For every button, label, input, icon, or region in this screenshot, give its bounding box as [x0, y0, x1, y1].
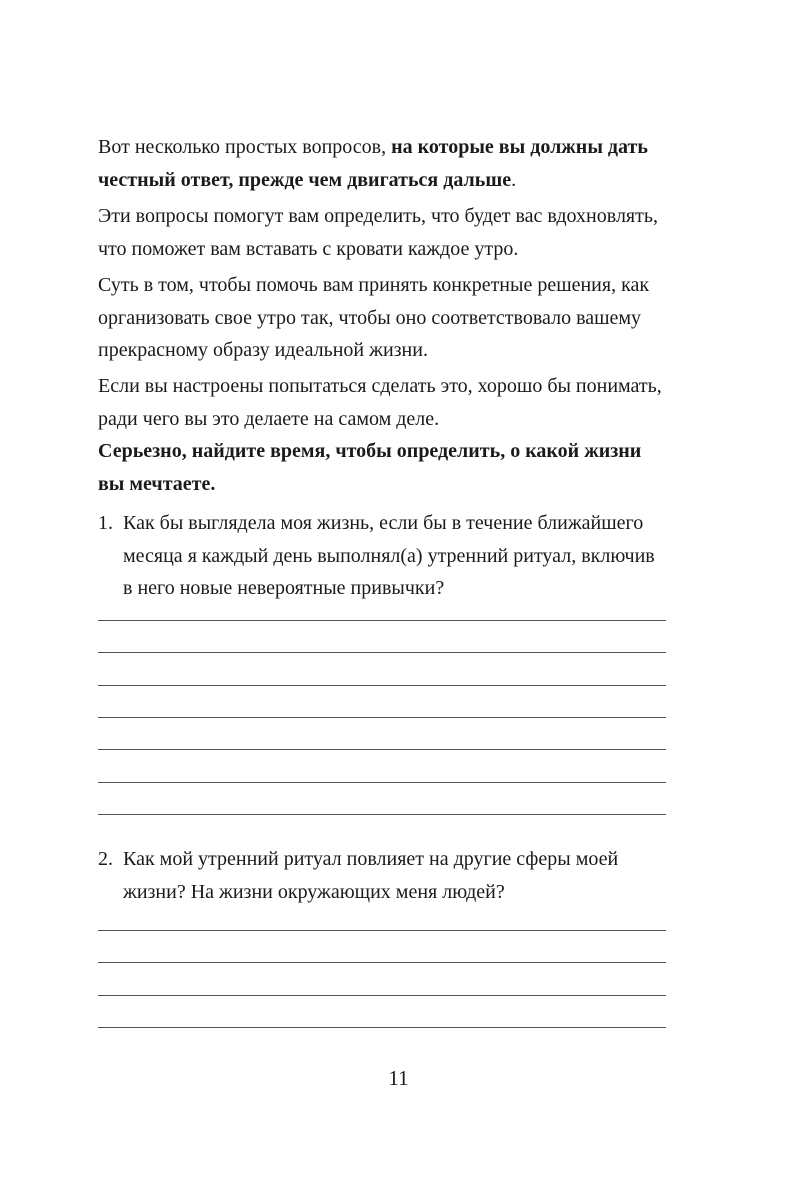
intro-text: Вот несколько простых вопросов, [98, 136, 392, 158]
answer-line[interactable] [98, 1027, 666, 1028]
paragraph-questions-purpose: Эти вопросы помогут вам определить, что будет вас вдохновлять, что поможет вам вставать с кровати каждое утро. [98, 205, 658, 260]
answer-line[interactable] [98, 685, 666, 686]
answer-line[interactable] [98, 652, 666, 653]
paragraph-motivation: Если вы настроены попытаться сделать это, хорошо бы понимать, ради чего вы это делаете на самом деле. [98, 375, 662, 430]
answer-line[interactable] [98, 995, 666, 996]
intro-bold-text: на которые вы должны дать честный ответ, прежде чем двигаться дальше [98, 136, 648, 191]
paragraph-emphasis: Серьезно, найдите время, чтобы определить, о какой жизни вы мечтаете. [98, 440, 642, 495]
answer-line[interactable] [98, 717, 666, 718]
answer-line[interactable] [98, 962, 666, 963]
intro-tail: . [511, 168, 517, 191]
question-number: 2. [98, 848, 113, 870]
answer-line[interactable] [98, 620, 666, 621]
question-2 [98, 843, 668, 908]
page-number: 11 [388, 1066, 409, 1090]
answer-line[interactable] [98, 930, 666, 931]
paragraph-point: Суть в том, чтобы помочь вам принять конкретные решения, как организовать свое утро так, чтобы оно соответствовало вашему прекрасному образу идеальной жизни. [98, 274, 650, 361]
question-text: Как бы выглядела моя жизнь, если бы в течение ближайшего месяца я каждый день выполнял(а) утренний ритуал, включив в него новые невероятные привычки? [123, 512, 655, 599]
question-text: Как мой утренний ритуал повлияет на другие сферы моей жизни? На жизни окружающих меня людей? [123, 848, 619, 903]
answer-line[interactable] [98, 782, 666, 783]
intro-paragraph [98, 131, 668, 196]
answer-line[interactable] [98, 814, 666, 815]
answer-line[interactable] [98, 749, 666, 750]
question-number: 1. [98, 512, 113, 534]
question-1 [98, 507, 668, 605]
